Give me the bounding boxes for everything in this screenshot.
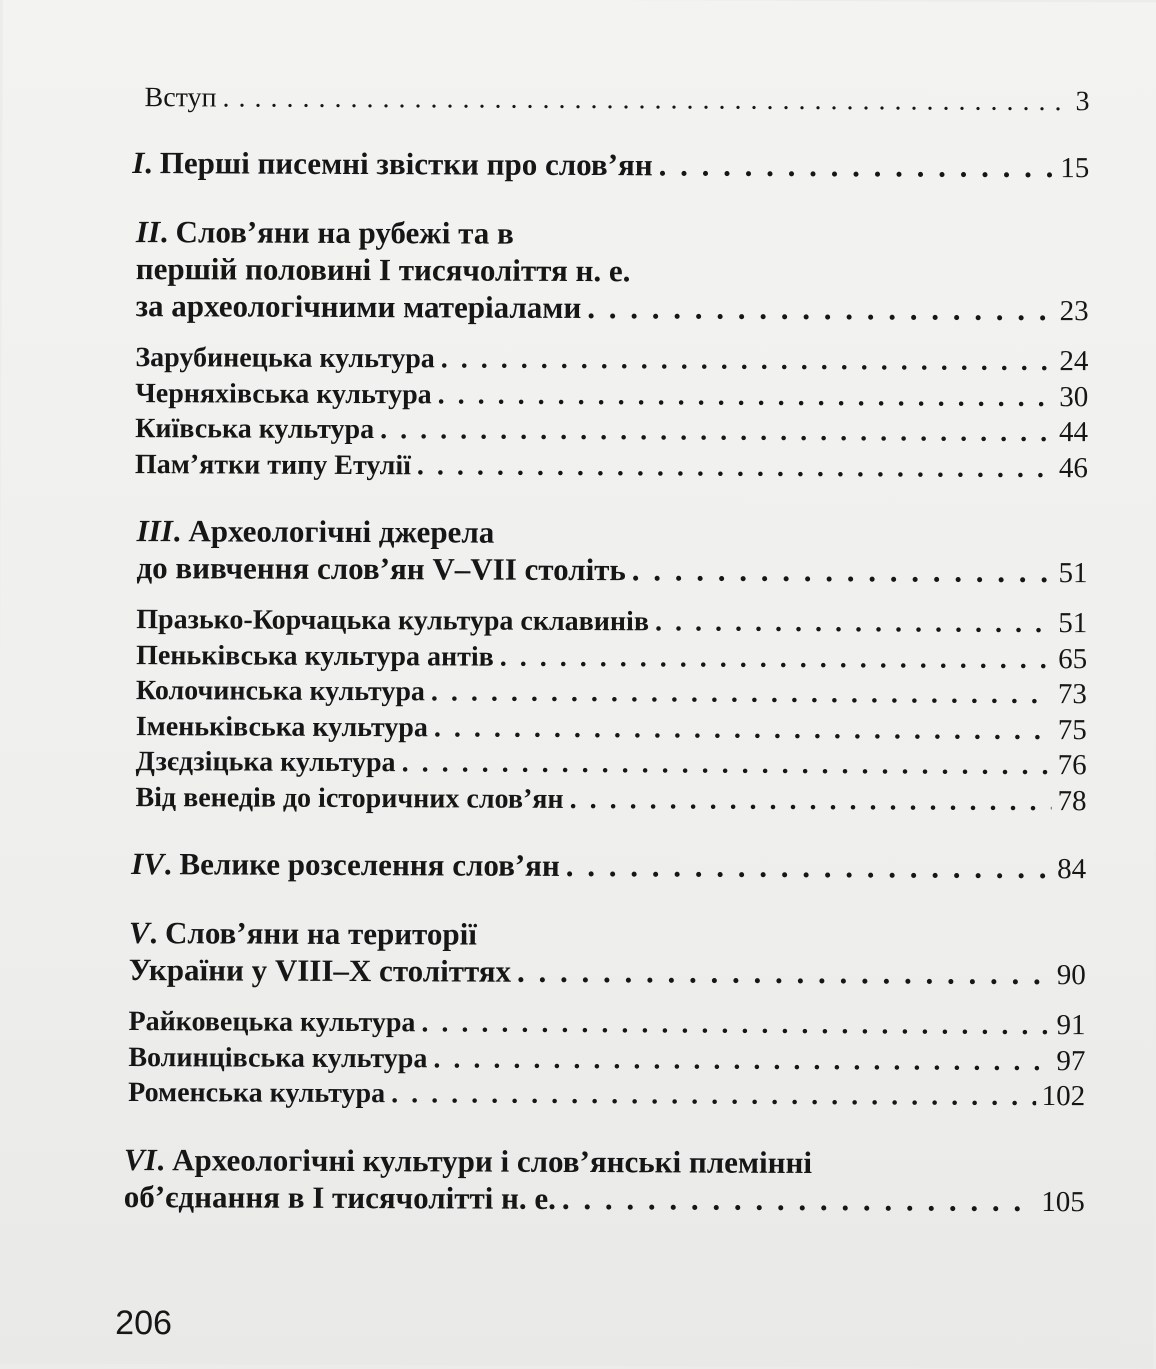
page-number: 46	[1058, 451, 1089, 484]
subsection-title: Київська культура	[135, 413, 375, 446]
chapter-title-line: III. Археологічні джерела	[136, 513, 495, 550]
subsection-list	[128, 1004, 1085, 1115]
subsection-title: Волинцівська культура	[128, 1041, 428, 1074]
chapter-number: II	[135, 214, 161, 250]
chapter-list	[123, 144, 1090, 1221]
subsection-title: Зарубинецька культура	[135, 342, 435, 375]
dot-leader	[391, 1077, 1036, 1114]
page-number: 91	[1056, 1009, 1086, 1042]
subsection-title: Від венедів до історичних слов’ян	[135, 781, 564, 815]
toc-subsection	[128, 1075, 1085, 1115]
subsection-title: Черняхівська культура	[135, 377, 432, 410]
dot-leader	[434, 711, 1052, 748]
toc-chapter	[128, 914, 1086, 1115]
dot-leader	[659, 146, 1055, 185]
subsection-title: Райковецька культура	[128, 1006, 416, 1039]
chapter-title-text: до вивчення слов’ян V–VII століть	[136, 550, 626, 588]
toc-subsection	[128, 1004, 1085, 1044]
page-number: 24	[1059, 345, 1089, 378]
dot-leader	[570, 782, 1052, 819]
page-number: 78	[1057, 784, 1087, 817]
page-number: 102	[1041, 1080, 1086, 1113]
dot-leader	[566, 847, 1052, 886]
chapter-title-text: Археологічні культури і слов’янські племінні	[172, 1141, 813, 1180]
page-number: 76	[1057, 749, 1087, 782]
chapter-title-text: за археологічними матеріалами	[135, 288, 582, 326]
chapter-title-entry	[129, 951, 1086, 994]
dot-leader	[655, 605, 1052, 641]
dot-leader	[500, 640, 1052, 677]
toc-subsection	[136, 602, 1087, 642]
chapter-title-text: першій половині I тисячоліття н. е.	[135, 251, 631, 289]
chapter-title-line: VI. Археологічні культури і слов’янські племінні	[123, 1141, 813, 1180]
chapter-title-last-line	[124, 1178, 556, 1217]
subsection-list	[135, 340, 1089, 486]
toc-subsection	[135, 780, 1086, 820]
subsection-title: Роменська культура	[128, 1077, 386, 1110]
page-number: 105	[1041, 1185, 1085, 1218]
chapter-title-last-line: IV. Велике розселення слов’ян	[131, 846, 560, 883]
dot-leader	[431, 675, 1052, 712]
subsection-title: Пеньківська культура антів	[136, 639, 494, 673]
entry-title: Вступ	[144, 82, 217, 114]
toc-subsection	[136, 673, 1087, 713]
chapter-title-text: Археологічні джерела	[188, 513, 495, 550]
subsection-title: Колочинська культура	[135, 675, 425, 708]
dot-leader	[402, 746, 1052, 783]
page-number: 65	[1058, 642, 1088, 675]
chapter-title-last-line	[129, 951, 512, 990]
dot-leader	[433, 1042, 1050, 1079]
subsection-title: Іменьківська культура	[135, 710, 428, 743]
chapter-number: I	[132, 145, 145, 181]
chapter-title-last-line: I. Перші писемні звістки про слов’ян	[132, 145, 653, 183]
chapter-title-line: II. Слов’яни на рубежі та в	[135, 214, 514, 251]
chapter-title-last-line	[136, 287, 582, 326]
toc-subsection	[136, 638, 1087, 678]
chapter-title-text: Перші писемні звістки про слов’ян	[159, 145, 653, 183]
page-number: 75	[1057, 713, 1087, 746]
chapter-title-entry	[136, 549, 1087, 592]
dot-leader	[421, 1006, 1050, 1043]
chapter-title-line: V. Слов’яни на території	[128, 915, 477, 952]
dot-leader	[632, 551, 1053, 590]
dot-leader	[380, 413, 1053, 450]
toc-chapter	[131, 845, 1086, 888]
chapter-number: III	[136, 513, 173, 549]
page-number: 51	[1058, 607, 1088, 640]
toc-subsection	[135, 340, 1088, 380]
toc-subsection	[135, 411, 1088, 451]
chapter-title-line	[136, 250, 1089, 291]
toc-subsection	[135, 447, 1088, 487]
chapter-title-entry	[131, 845, 1086, 888]
chapter-title-text: Велике розселення слов’ян	[179, 846, 560, 883]
table-of-contents	[123, 68, 1090, 1221]
subsection-title: Празько-Корчацька культура склавинів	[136, 604, 650, 638]
subsection-title: Пам’ятки типу Етулії	[134, 448, 412, 481]
toc-subsection	[135, 376, 1088, 416]
chapter-title-text: об’єднання в I тисячолітті н. е.	[123, 1178, 557, 1216]
page-number: 15	[1060, 152, 1090, 185]
subsection-title: Дзєдзіцька культура	[135, 746, 396, 779]
toc-subsection	[128, 1040, 1085, 1080]
page-number: 30	[1059, 380, 1089, 413]
page-number: 3	[1075, 86, 1090, 118]
page-number: 44	[1059, 416, 1089, 449]
chapter-title-entry	[136, 287, 1089, 330]
toc-chapter	[135, 213, 1089, 486]
toc-subsection	[136, 744, 1087, 784]
toc-subsection	[136, 709, 1087, 749]
folio-page-number: 206	[115, 1303, 173, 1343]
dot-leader	[441, 342, 1054, 379]
toc-chapter	[124, 1141, 1085, 1221]
chapter-title-entry	[132, 144, 1089, 187]
chapter-title-entry	[124, 1178, 1085, 1221]
dot-leader	[417, 449, 1053, 486]
page-number: 51	[1058, 557, 1088, 590]
page-number: 73	[1057, 678, 1088, 711]
chapter-number: VI	[123, 1141, 157, 1177]
toc-chapter	[135, 512, 1087, 819]
dot-leader	[587, 289, 1054, 328]
toc-chapter	[132, 144, 1089, 187]
page-number: 90	[1056, 959, 1086, 992]
chapter-number: IV	[131, 846, 165, 882]
toc-entry-intro	[144, 82, 1089, 118]
page-number: 97	[1056, 1044, 1086, 1077]
chapter-title-text: Слов’яни на рубежі та в	[175, 214, 514, 251]
dot-leader	[438, 378, 1054, 415]
chapter-title-text: Слов’яни на території	[165, 915, 477, 952]
dot-leader	[222, 82, 1069, 118]
page-number: 84	[1057, 853, 1087, 886]
dot-leader	[517, 953, 1051, 992]
page-number: 23	[1059, 295, 1089, 328]
chapter-title-text: України у VIII–X століттях	[128, 952, 512, 989]
chapter-number: V	[128, 915, 150, 951]
chapter-title-last-line	[136, 549, 626, 588]
dot-leader	[562, 1179, 1035, 1218]
subsection-list	[135, 602, 1087, 819]
